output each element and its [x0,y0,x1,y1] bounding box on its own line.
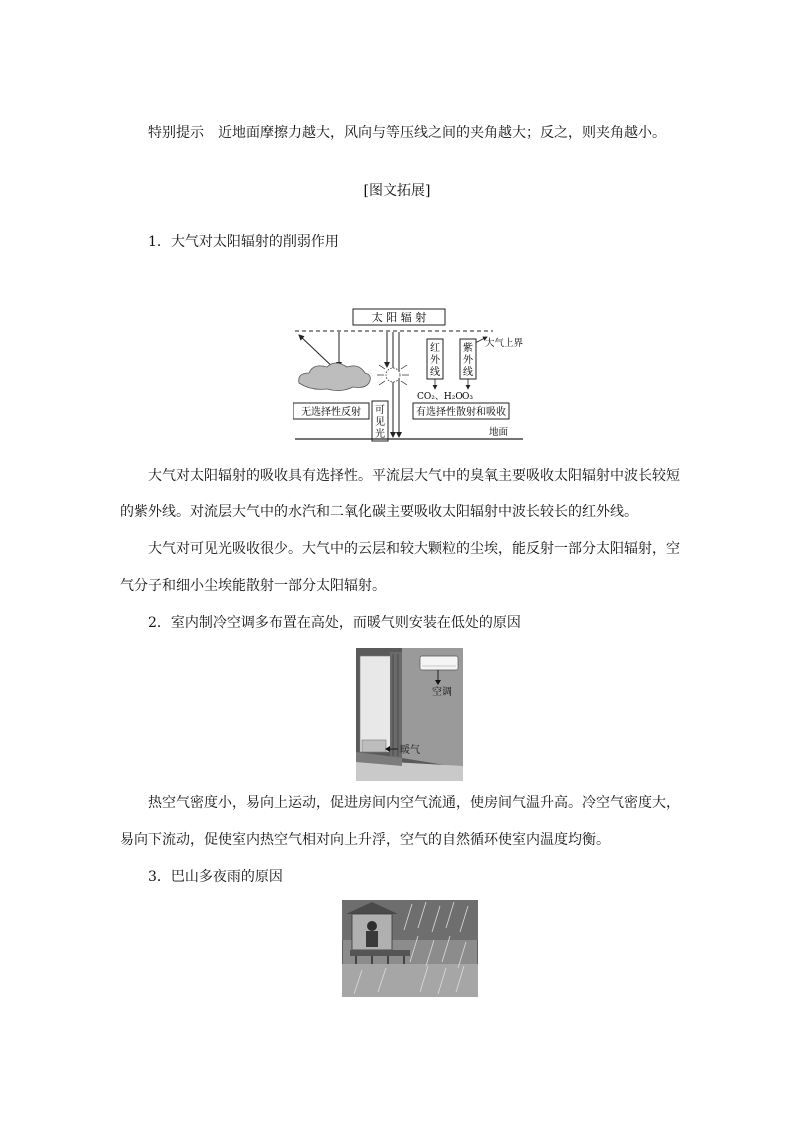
visible-char-3: 光 [375,429,385,440]
ultraviolet-char-1: 紫 [463,343,473,354]
visible-char-1: 可 [375,405,385,416]
item1-para1-line2: 的紫外线。对流层大气中的水汽和二氧化碳主要吸收太阳辐射中波长较长的红外线。 [120,504,638,520]
item3-heading: 3．巴山多夜雨的原因 [148,869,283,885]
atmosphere-top-label: 大气上界 [485,338,524,349]
item1-para1-line1: 大气对太阳辐射的吸收具有选择性。平流层大气中的臭氧主要吸收太阳辐射中波长较短 [148,468,680,484]
item2-heading: 2．室内制冷空调多布置在高处，而暖气则安装在低处的原因 [148,615,521,631]
air-conditioner [420,656,458,670]
co2-h2o-label: CO₂、H₂O [417,392,463,402]
ground-label: 地面 [489,427,509,438]
item1-heading: 1．大气对太阳辐射的削弱作用 [148,234,339,250]
tip-text: 近地面摩擦力越大，风向与等压线之间的夹角越大；反之，则夹角越小。 [218,125,666,141]
ultraviolet-char-3: 线 [463,367,473,378]
infrared-char-1: 红 [430,343,440,354]
item2-para-line2: 易向下流动，促使室内热空气相对向上升浮，空气的自然循环使室内温度均衡。 [120,832,610,848]
ac-label: 空调 [432,687,452,698]
tip-label: 特别提示 [148,125,204,141]
cloud-shape [299,363,371,391]
o3-label: O₃ [462,392,473,402]
section-title: [图文拓展] [363,183,431,199]
solar-radiation-diagram [293,307,533,449]
room-photo [356,648,463,781]
infrared-char-3: 线 [430,367,440,378]
ultraviolet-char-2: 外 [463,355,473,366]
heater [362,740,386,752]
nonselective-label: 无选择性反射 [301,407,361,418]
item1-para2-line1: 大气对可见光吸收很少。大气中的云层和较大颗粒的尘埃，能反射一部分太阳辐射，空 [148,541,680,557]
selective-label: 有选择性散射和吸收 [416,407,506,418]
tip-paragraph [148,123,666,143]
infrared-char-2: 外 [430,355,440,366]
scattering-particle [386,368,400,382]
bashan-rain-illustration [342,900,478,997]
item1-para2-line2: 气分子和细小尘埃能散射一部分太阳辐射。 [120,578,386,594]
visible-char-2: 见 [375,417,385,428]
item2-para-line1: 热空气密度小，易向上运动，促进房间内空气流通，使房间气温升高。冷空气密度大， [148,795,680,811]
sun-radiation-label: 太 阳 辐 射 [371,311,427,324]
heater-label: 暖气 [400,745,420,756]
